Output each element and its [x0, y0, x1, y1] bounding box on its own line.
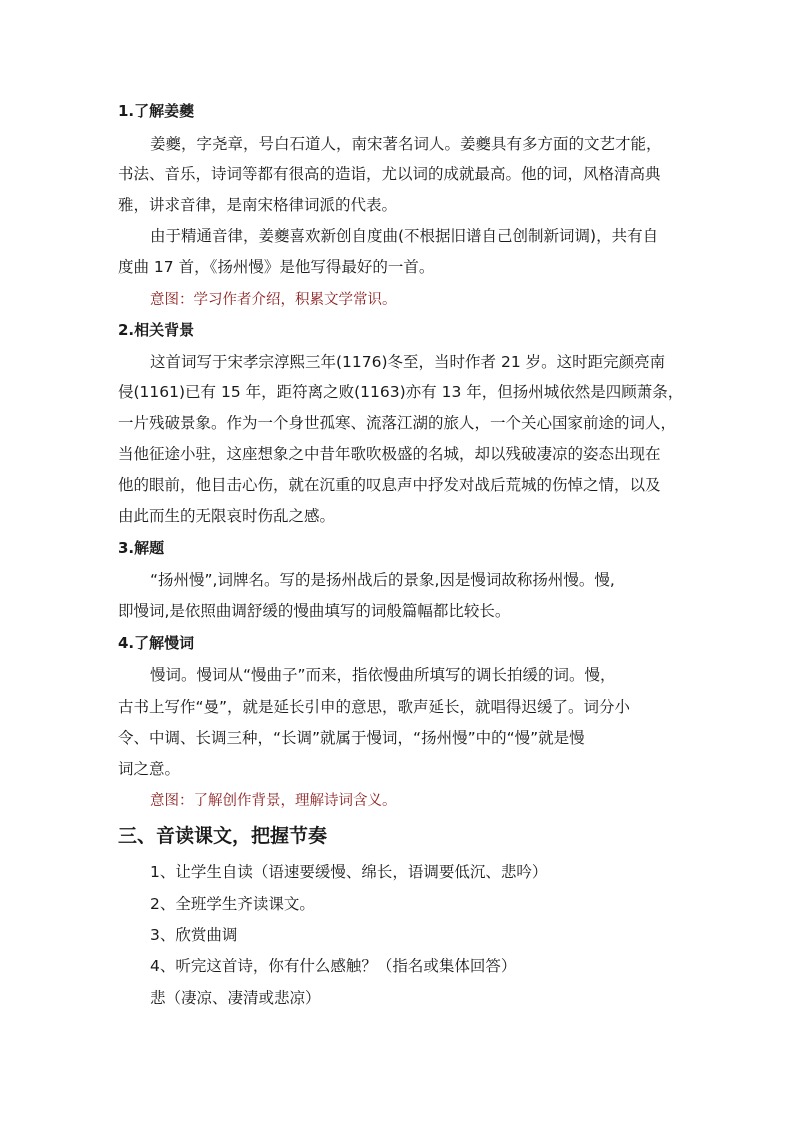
paragraph-line: 古书上写作“曼”，就是延长引申的意思，歌声延长，就唱得迟缓了。词分小: [118, 698, 631, 716]
paragraph-line: 这首词写于宋孝宗淳熙三年(1176)冬至，当时作者 21 岁。这时距完颜亮南: [150, 353, 666, 371]
paragraph-line: 度曲 17 首，《扬州慢》是他写得最好的一首。: [118, 258, 435, 276]
paragraph-line: 雅，讲求音律，是南宋格律词派的代表。: [118, 196, 398, 214]
paragraph-line: 侵(1161)已有 15 年，距符离之败(1163)亦有 13 年，但扬州城依然是四顾萧条，: [118, 383, 684, 401]
intent-note: 意图：了解创作背景，理解诗词含义。: [150, 793, 397, 809]
paragraph-line: 由于精通音律，姜夔喜欢新创自度曲(不根据旧谱自己创制新词调)，共有自: [150, 227, 659, 245]
paragraph-line: 词之意。: [118, 760, 181, 778]
paragraph-line: 一片残破景象。作为一个身世孤寒、流落江湖的旅人，一个关心国家前途的词人，: [118, 414, 677, 432]
list-item: 3、欣赏曲调: [150, 926, 238, 944]
paragraph-line: 由此而生的无限哀时伤乱之感。: [118, 507, 336, 525]
paragraph-line: 慢词。慢词从“慢曲子”而来，指依慢曲所填写的调长拍缓的词。慢，: [150, 666, 616, 684]
intent-note: 意图：学习作者介绍，积累文学常识。: [150, 292, 397, 308]
section-heading-title-explanation: 3.解题: [118, 539, 165, 557]
paragraph-line: 书法、音乐，诗词等都有很高的造诣，尤以词的成就最高。他的词，风格清高典: [118, 165, 661, 183]
list-item: 1、让学生自读（语速要缓慢、绵长，语调要低沉、悲吟）: [150, 863, 548, 881]
section-heading-jiang-kui: 1.了解姜夔: [118, 102, 195, 120]
paragraph-line: 姜夔，字尧章，号白石道人，南宋著名词人。姜夔具有多方面的文艺才能，: [150, 135, 662, 153]
chapter-title: 三、音读课文，把握节奏: [118, 825, 328, 847]
list-item: 2、全班学生齐读课文。: [150, 895, 315, 913]
paragraph-line: 即慢词,是依照曲调舒缓的慢曲填写的词般篇幅都比较长。: [118, 602, 511, 620]
paragraph-line: 令、中调、长调三种，“长调”就属于慢词，“扬州慢”中的“慢”就是慢: [118, 729, 585, 747]
section-heading-man-ci: 4.了解慢词: [118, 634, 195, 652]
section-heading-background: 2.相关背景: [118, 321, 195, 339]
list-item: 4、听完这首诗，你有什么感触？（指名或集体回答）: [150, 957, 517, 975]
list-item: 悲（凄凉、凄清或悲凉）: [150, 989, 321, 1007]
paragraph-line: 他的眼前，他目击心伤，就在沉重的叹息声中抒发对战后荒城的伤悼之情，以及: [118, 476, 661, 494]
paragraph-line: “扬州慢”,词牌名。写的是扬州战后的景象,因是慢词故称扬州慢。慢,: [150, 571, 615, 589]
paragraph-line: 当他征途小驻，这座想象之中昔年歌吹极盛的名城，却以残破凄凉的姿态出现在: [118, 445, 661, 463]
